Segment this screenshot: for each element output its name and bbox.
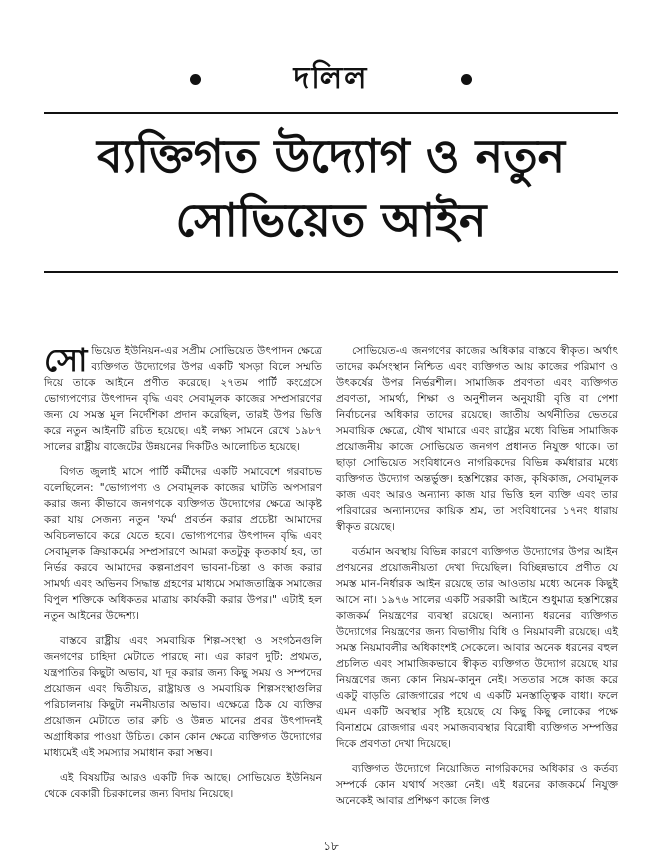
title-line-2: সোভিয়েত আইন <box>175 193 487 247</box>
bullet-dot-right <box>461 74 472 85</box>
paragraph: সোভিয়েত-এ জনগণের কাজের অধিকার বাস্তবে স্বীকৃত। অর্থাৎ তাদের কর্মসংস্থান নিশ্চিত এবং ব্যক্তিগত আয় কাজের পরিমাণ ও উৎকর্ষের উপর নির্ভরশীল। সামাজিক প্রবণতা এবং ব্যক্তিগত প্রবণতা, সামর্থ্য, শিক্ষা ও অনুশীলন অনুযায়ী বৃত্তি বা পেশা নির্বাচনের অধিকার তাদের রয়েছে। জাতীয় অর্থনীতির ভেতরে সমবায়িক ক্ষেত্রে, যৌথ খামারে এবং রাষ্ট্রের মধ্যে বিভিন্ন সামাজিক প্রয়োজনীয় কাজে সোভিয়েত জনগণ প্রধানত নিযুক্ত থাকে। তা ছাড়া সোভিয়েত সংবিধানেও নাগরিকদের বিভিন্ন কর্মধারার মধ্যে ব্যক্তিগত উদ্যোগ অন্তর্ভুক্ত। হস্তশিল্পের কাজ, কৃষিকাজ, সেবামূলক কাজ এবং আরও অন্যান্য কাজ যার ভিত্তি হল ব্যক্তি এবং তার পরিবারের অন্যান্যদের কায়িক শ্রম, তা সংবিধানের ১৭নং ধারায় স্বীকৃত রয়েছে। <box>336 345 618 533</box>
section-header <box>190 58 472 100</box>
drop-cap: সো <box>44 341 88 379</box>
section-label: দলিল <box>293 61 369 96</box>
article-title <box>44 124 618 252</box>
paragraph: ব্যক্তিগত উদ্যোগে নিয়োজিত নাগরিকদের অধিকার ও কর্তব্য সম্পর্কে কোন যথার্থ সংজ্ঞা নেই। এই ধরনের কাজকর্মে নিযুক্ত অনেকেই আবার প্রশিক্ষণ কাজে লিপ্ত <box>336 763 618 807</box>
title-rule-top <box>44 112 618 114</box>
paragraph-text: ভিয়েত ইউনিয়ন-এর সপ্রীম সোভিয়েত উৎপাদন ক্ষেত্রে ব্যক্তিগত উদ্যোগের উপর একটি খসড়া বিলে সম্মতি দিয়ে তাকে আইনে প্রণীত করেছে। ২৭তম পার্টি কংগ্রেসে ভোগ্যপণ্যের উৎপাদন বৃদ্ধি এবং সেবামূলক কাজের সম্প্রসারণের জন্য যে সমস্ত মূল নির্দেশিকা প্রদান করেছিল, তারই উপর ভিত্তি করে নতুন আইনটি রচিত হয়েছে। এই লক্ষ্য সামনে রেখে ১৯৮৭ সালের রাষ্ট্রীয় বাজেটের উন্নয়নের দিকটিও আলোচিত হয়েছে। <box>44 345 322 453</box>
paragraph: বিগত জুলাই মাসে পার্টি কর্মীদের একটি সমাবেশে গরবাচভ বলেছিলেন: "ভোগ্যপণ্য ও সেবামূলক কাজের ঘাটতি অপসারণ করার জন্য কীভাবে জনগণকে ব্যক্তিগত উদ্যোগের ক্ষেত্রে আকৃষ্ট করা যায় সেজন্য নতুন 'ফর্ম' প্রবর্তন করার প্রচেষ্টা আমাদের অবিচলভাবে করে যেতে হবে। ভোগ্যপণ্যের উৎপাদন বৃদ্ধি এবং সেবামূলক ক্রিয়াকর্মের সম্প্রসারণে আমরা কতটুকু কৃতকার্য হব, তা নির্ভর করবে আমাদের কল্পনাপ্রবণ ভাবনা-চিন্তা ও কাজ করার সামর্থ্য এবং অভিনব সিদ্ধান্ত গ্রহণের মাধ্যমে সমাজতান্ত্রিক সমাজের বিপুল শক্তিকে অধিকতর মাত্রায় কার্যকরী করার উপর।" এটাই হল নতুন আইনের উদ্দেশ্য। <box>44 466 322 622</box>
bullet-dot-left <box>190 74 201 85</box>
paragraph <box>44 343 322 455</box>
paragraph: এই বিষয়টির আরও একটি দিক আছে। সোভিয়েত ইউনিয়ন থেকে বেকারী চিরকালের জন্য বিদায় নিয়েছে। <box>44 772 322 800</box>
left-column <box>44 343 322 802</box>
paragraph: বাস্তবে রাষ্ট্রীয় এবং সমবায়িক শিল্প-সংস্থা ও সংগঠনগুলি জনগণের চাহিদা মেটাতে পারছে না। এর কারণ দুটি: প্রথমত, যন্ত্রপাতির কিছুটা অভাব, যা দূর করার জন্য কিছু সময় ও সম্পদের প্রয়োজন এবং দ্বিতীয়ত, রাষ্ট্রায়ত্ত ও সমবায়িক শিল্পসংস্থাগুলির পরিচালনায় কিছুটা নমনীয়তার অভাব। এক্ষেত্রে ঠিক যে ব্যক্তির প্রয়োজন মেটাতে তার রুচি ও উন্নত মানের প্রবর উৎপাদনই অগ্রাধিকার পাওয়া উচিত। কোন কোন ক্ষেত্রে ব্যক্তিগত উদ্যোগের মাধ্যমেই এই সমস্যার সমাধান করা সম্ভব। <box>44 635 322 759</box>
page-number: ১৮ <box>323 839 339 853</box>
right-column <box>336 343 618 809</box>
paragraph: বর্তমান অবস্থায় বিভিন্ন কারণে ব্যক্তিগত উদ্যোগের উপর আইন প্রণয়নের প্রয়োজনীয়তা দেখা দিয়েছিল। বিচ্ছিন্নভাবে প্রণীত যে সমস্ত মান-নির্ধারক আইন রয়েছে তার আওতায় মধ্যে অনেক কিছুই আসে না। ১৯৭৬ সালের একটি সরকারী আইনে শুধুমাত্র হস্তশিল্পের কাজকর্ম নিয়ন্ত্রণের ব্যবস্থা রয়েছে। অন্যান্য ধরনের ব্যক্তিগত উদ্যোগের নিয়ন্ত্রণের জন্য বিভাগীয় বিধি ও নিয়মাবলী রয়েছে। এই সমস্ত নিয়মাবলীর অধিকাংশই সেকেলে। আবার অনেক ধরনের বহুল প্রচলিত এবং সামাজিকভাবে স্বীকৃত ব্যক্তিগত উদ্যোগ রয়েছে যার নিয়ন্ত্রণের জন্য কোন নিয়ম-কানুন নেই। সততার সঙ্গে কাজ করে একটু বাড়তি রোজগারের পথে এ একটি মনস্তাত্ত্বিক বাধা। ফলে এমন একটি অবস্থার সৃষ্টি হয়েছে যে কিছু কিছু লোকের পক্ষে বিনাশ্রমে রোজগার এবং সমাজব্যবস্থার বিরোধী ব্যক্তিগত সম্পত্তির দিকে প্রবণতা দেখা দিয়েছে। <box>336 546 618 750</box>
title-line-1: ব্যক্তিগত উদ্যোগ ও নতুন <box>96 129 566 183</box>
title-rule-bottom <box>44 271 618 273</box>
